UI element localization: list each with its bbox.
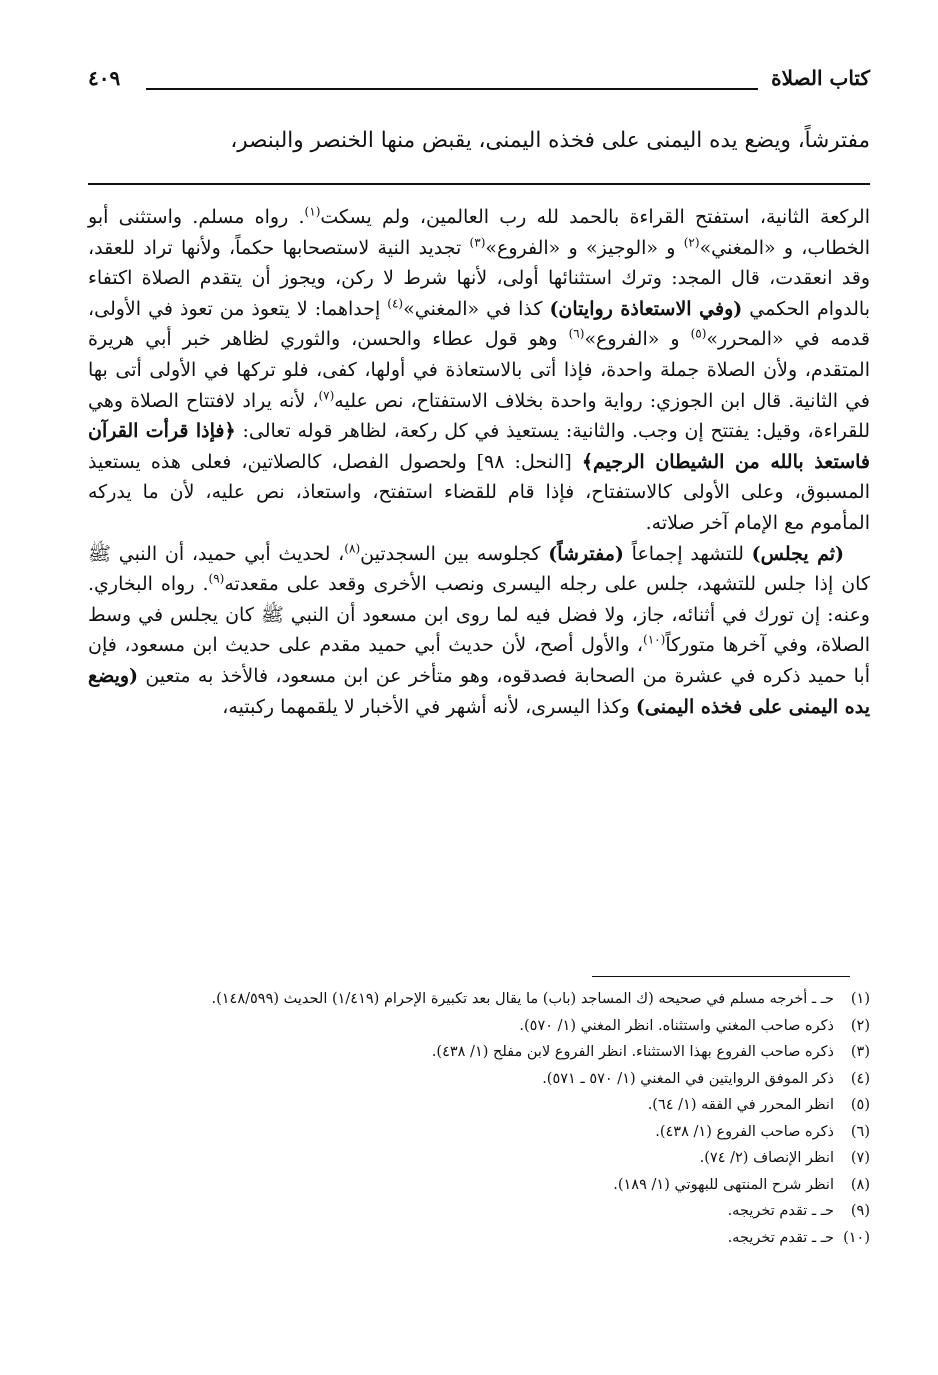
footnotes	[88, 986, 870, 1251]
footnote: (٦) ذكره صاحب الفروع (١/ ٤٣٨).	[655, 1123, 870, 1140]
footnote: (٣) ذكره صاحب الفروع بهذا الاستثناء. انظر الفروع لابن مفلح (١/ ٤٣٨).	[431, 1044, 870, 1060]
footnote-ref-5: (٥)	[690, 327, 707, 342]
matn-quote: (ويضع يده اليمنى على فخذه اليمنى)	[88, 664, 870, 718]
commentary-body	[88, 202, 870, 722]
matn-quote: (وفي الاستعاذة روايتان)	[549, 297, 743, 320]
footnote: (١) حـ ـ أخرجه مسلم في صحيحه (ك المساجد (باب) ما يقال بعد تكبيرة الإحرام (١/٤١٩) الحديث (١٤٨/٥٩٩).	[211, 991, 870, 1007]
matn-quote: (مفترشاً)	[548, 542, 624, 565]
footnote-ref-3: (٣)	[469, 235, 486, 250]
footnote-separator	[592, 976, 850, 977]
matn-quote: (ثم يجلس)	[751, 542, 844, 565]
footnote-ref-10: (١٠)	[643, 632, 666, 647]
page-number: ٤٠٩	[88, 66, 121, 90]
footnote: (٧) انظر الإنصاف (٢/ ٧٤).	[699, 1150, 870, 1166]
footnote: (٩) حـ ـ تقدم تخريجه.	[727, 1203, 870, 1219]
footnote: (٢) ذكره صاحب المغني واستثناه. انظر المغني (١/ ٥٧٠).	[519, 1017, 870, 1034]
footnote: (٨) انظر شرح المنتهى للبهوتي (١/ ١٨٩).	[613, 1176, 870, 1193]
commentary-paragraph-2: (ثم يجلس) للتشهد إجماعاً (مفترشاً) كجلوسه بين السجدتين$^{(٨)}$، لحديث أبي حميد، أن النبي ﷺ كان إذا جلس للتشهد، جلس على رجله اليسرى ونصب الأخرى وقعد على مقعدته$^{(٩)}$. رواه البخاري. وعنه: إن تورك في أثنائه، جاز، ولا فضل فيه لما روى ابن مسعود أن النبي ﷺ كان يجلس في وسط الصلاة، وفي آخرها متوركاً$^{(١٠)}$، والأول أصح، لأن حديث أبي حميد مقدم على حديث ابن مسعود، فإن أبا حميد ذكره في عشرة من الصحابة فصدقوه، وهو متأخر عن ابن مسعود، فالأخذ به متعين (ويضع يده اليمنى على فخذه اليمنى) وكذا اليسرى، لأنه أشهر في الأخبار لا يلقمهما ركبتيه،	[88, 541, 871, 718]
running-title: كتاب الصلاة	[771, 66, 870, 90]
commentary-paragraph-1: الركعة الثانية، استفتح القراءة بالحمد لله رب العالمين، ولم يسكت$^{(١)}$. رواه مسلم. واستثنى أبو الخطاب، و «المغني»$^{(٢)}$ و «الوجيز» و «الفروع»$^{(٣)}$ تجديد النية لاستصحابها حكماً، ولأنها تراد للعقد، وقد انعقدت، قال المجد: وترك استثنائها أولى، لأنها شرط لا ركن، ويجوز أن يتقدم الصلاة اكتفاء بالدوام الحكمي (وفي الاستعاذة روايتان) كذا في «المغني»$^{(٤)}$ إحداهما: لا يتعوذ من تعوذ في الأولى، قدمه في «المحرر»$^{(٥)}$ و «الفروع»$^{(٦)}$ وهو قول عطاء والحسن، والثوري لظاهر خبر أبي هريرة المتقدم، ولأن الصلاة جملة واحدة، فإذا أتى بالاستعاذة في أولها، كفى، فلو تركها في الأولى أتى بها في الثانية. قال ابن الجوزي: رواية واحدة بخلاف الاستفتاح، نص عليه$^{(٧)}$، لأنه يراد لافتتاح الصلاة وهي للقراءة، وقيل: يفتتح إن وجب. والثانية: يستعيذ في كل ركعة، لظاهر قوله تعالى: ﴿فإذا قرأت القرآن فاستعذ بالله من الشيطان الرجيم﴾ [النحل: ٩٨] ولحصول الفصل، كالصلاتين، فعلى هذه يستعيذ المسبوق، وعلى الأولى كالاستفتاح، فإذا قام للقضاء استفتح، واستعاذ، نص عليه، لأن ما يدركه المأموم مع الإمام آخر صلاته.	[88, 204, 870, 534]
footnote: (٥) انظر المحرر في الفقه (١/ ٦٤).	[647, 1097, 870, 1113]
footnote-ref-9: (٩)	[208, 571, 225, 586]
footnote-ref-7: (٧)	[318, 388, 335, 403]
matn-text: مفترشاً، ويضع يده اليمنى على فخذه اليمنى، يقبض منها الخنصر والبنصر،	[230, 128, 870, 153]
running-header	[88, 62, 870, 96]
footnote-ref-2: (٢)	[683, 235, 700, 250]
footnote: (٤) ذكر الموفق الروايتين في المغني (١/ ٥٧٠ ـ ٥٧١).	[542, 1070, 870, 1087]
footnote: (١٠) حـ ـ تقدم تخريجه.	[727, 1229, 870, 1246]
footnote-ref-1: (١)	[304, 204, 321, 219]
footnote-ref-4: (٤)	[387, 296, 404, 311]
footnote-ref-8: (٨)	[344, 541, 361, 556]
quran-verse: ﴿فإذا قرأت القرآن فاستعذ بالله من الشيطان الرجيم﴾	[88, 420, 870, 473]
matn-divider	[88, 183, 870, 185]
header-rule	[146, 88, 758, 90]
footnote-ref-6: (٦)	[568, 327, 585, 342]
